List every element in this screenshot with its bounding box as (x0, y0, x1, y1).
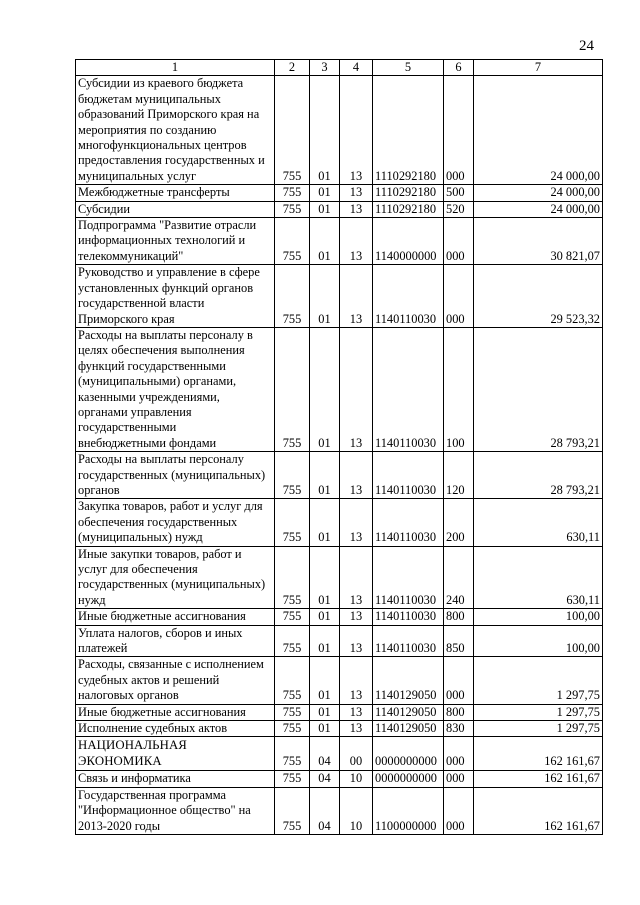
amount: 1 297,75 (474, 704, 603, 720)
target-article-code: 0000000000 (373, 737, 444, 771)
target-article-code: 1110292180 (373, 201, 444, 217)
expense-type-code: 100 (444, 327, 474, 451)
subsection-code: 13 (340, 499, 373, 546)
expense-type-code: 800 (444, 704, 474, 720)
section-code: 01 (310, 185, 340, 201)
row-description (76, 771, 275, 787)
subsection-code: 13 (340, 625, 373, 657)
subsection-code: 10 (340, 787, 373, 834)
header-col-3: 3 (310, 60, 340, 76)
row-description (76, 609, 275, 625)
row-description (76, 218, 275, 265)
description-line: Уплата налогов, сборов и иных (78, 625, 243, 640)
amount: 162 161,67 (474, 737, 603, 771)
ministry-code: 755 (275, 452, 310, 499)
description-line: казенными учреждениями, (78, 389, 220, 404)
table-header-row (76, 60, 603, 76)
subsection-code: 13 (340, 201, 373, 217)
description-line: Связь и информатика (78, 771, 191, 786)
header-col-2: 2 (275, 60, 310, 76)
description-line: Исполнение судебных актов (78, 721, 228, 736)
description-line: Расходы на выплаты персоналу (78, 452, 244, 467)
section-code: 01 (310, 546, 340, 609)
subsection-code: 13 (340, 218, 373, 265)
ministry-code: 755 (275, 609, 310, 625)
row-description (76, 721, 275, 737)
target-article-code: 1110292180 (373, 185, 444, 201)
amount: 1 297,75 (474, 721, 603, 737)
target-article-code: 1140110030 (373, 546, 444, 609)
table-row (76, 218, 603, 265)
description-line: Руководство и управление в сфере (78, 265, 260, 280)
table-row (76, 721, 603, 737)
description-line: Иные бюджетные ассигнования (78, 609, 246, 624)
expense-type-code: 000 (444, 218, 474, 265)
amount: 630,11 (474, 546, 603, 609)
page-number: 24 (579, 38, 594, 54)
subsection-code: 10 (340, 771, 373, 787)
description-line: Иные закупки товаров, работ и (78, 546, 242, 561)
section-code: 01 (310, 657, 340, 704)
description-line: функций государственными (78, 358, 226, 373)
description-line: органами управления (78, 404, 192, 419)
ministry-code: 755 (275, 771, 310, 787)
description-line: "Информационное общество" на (78, 803, 251, 818)
row-description (76, 327, 275, 451)
subsection-code: 13 (340, 327, 373, 451)
header-col-4: 4 (340, 60, 373, 76)
expense-type-code: 500 (444, 185, 474, 201)
description-line: государственных (муниципальных) (78, 577, 266, 592)
row-description (76, 452, 275, 499)
description-line: муниципальных услуг (78, 168, 197, 183)
expense-type-code: 000 (444, 771, 474, 787)
description-line: Государственная программа (78, 787, 226, 802)
amount: 24 000,00 (474, 201, 603, 217)
description-line: целях обеспечения выполнения (78, 343, 245, 358)
table-row (76, 609, 603, 625)
description-line: государственными (78, 420, 177, 435)
target-article-code: 1110292180 (373, 76, 444, 185)
table-row (76, 657, 603, 704)
description-line: налоговых органов (78, 688, 179, 703)
target-article-code: 1140110030 (373, 452, 444, 499)
subsection-code: 13 (340, 185, 373, 201)
ministry-code: 755 (275, 499, 310, 546)
subsection-code: 13 (340, 609, 373, 625)
expense-type-code: 000 (444, 737, 474, 771)
amount: 29 523,32 (474, 265, 603, 328)
row-description (76, 546, 275, 609)
expense-type-code: 240 (444, 546, 474, 609)
expense-type-code: 000 (444, 265, 474, 328)
description-line: Приморского края (78, 311, 175, 326)
ministry-code: 755 (275, 327, 310, 451)
description-line: Субсидии (78, 201, 130, 216)
description-line: НАЦИОНАЛЬНАЯ ЭКОНОМИКА (78, 738, 187, 768)
table-row (76, 265, 603, 328)
ministry-code: 755 (275, 201, 310, 217)
row-description (76, 704, 275, 720)
subsection-code: 13 (340, 452, 373, 499)
expense-type-code: 800 (444, 609, 474, 625)
row-description (76, 657, 275, 704)
ministry-code: 755 (275, 185, 310, 201)
subsection-code: 00 (340, 737, 373, 771)
amount: 162 161,67 (474, 771, 603, 787)
description-line: обеспечения государственных (78, 514, 238, 529)
subsection-code: 13 (340, 265, 373, 328)
row-description (76, 499, 275, 546)
subsection-code: 13 (340, 546, 373, 609)
section-code: 04 (310, 771, 340, 787)
description-line: услуг для обеспечения (78, 562, 198, 576)
ministry-code: 755 (275, 787, 310, 834)
section-code: 01 (310, 327, 340, 451)
table-row (76, 771, 603, 787)
ministry-code: 755 (275, 737, 310, 771)
header-col-7: 7 (474, 60, 603, 76)
row-description (76, 265, 275, 328)
budget-table (75, 59, 603, 835)
header-col-1: 1 (76, 60, 275, 76)
amount: 28 793,21 (474, 452, 603, 499)
target-article-code: 1140129050 (373, 704, 444, 720)
amount: 162 161,67 (474, 787, 603, 834)
description-line: государственных (муниципальных) (78, 467, 266, 482)
target-article-code: 1140110030 (373, 327, 444, 451)
ministry-code: 755 (275, 704, 310, 720)
description-line: Межбюджетные трансферты (78, 185, 230, 200)
expense-type-code: 830 (444, 721, 474, 737)
table-row (76, 185, 603, 201)
expense-type-code: 850 (444, 625, 474, 657)
description-line: государственной власти (78, 296, 205, 311)
subsection-code: 13 (340, 704, 373, 720)
section-code: 01 (310, 625, 340, 657)
description-line: Иные бюджетные ассигнования (78, 704, 246, 719)
section-code: 01 (310, 218, 340, 265)
header-col-6: 6 (444, 60, 474, 76)
row-description (76, 76, 275, 185)
section-code: 01 (310, 452, 340, 499)
target-article-code: 0000000000 (373, 771, 444, 787)
expense-type-code: 520 (444, 201, 474, 217)
section-code: 01 (310, 499, 340, 546)
description-line: мероприятия по созданию (78, 122, 217, 137)
section-code: 01 (310, 201, 340, 217)
description-line: (муниципальных) нужд (78, 530, 203, 545)
description-line: многофункциональных центров (78, 138, 247, 153)
description-line: предоставления государственных и (78, 153, 265, 168)
table-row (76, 452, 603, 499)
target-article-code: 1140110030 (373, 625, 444, 657)
section-code: 01 (310, 721, 340, 737)
description-line: органов (78, 482, 120, 497)
subsection-code: 13 (340, 657, 373, 704)
description-line: внебюджетными фондами (78, 435, 217, 450)
subsection-code: 13 (340, 76, 373, 185)
expense-type-code: 120 (444, 452, 474, 499)
ministry-code: 755 (275, 721, 310, 737)
target-article-code: 1140129050 (373, 657, 444, 704)
amount: 1 297,75 (474, 657, 603, 704)
amount: 30 821,07 (474, 218, 603, 265)
ministry-code: 755 (275, 657, 310, 704)
description-line: установленных функций органов (78, 280, 254, 295)
table-row (76, 546, 603, 609)
section-code: 01 (310, 76, 340, 185)
ministry-code: 755 (275, 546, 310, 609)
expense-type-code: 000 (444, 76, 474, 185)
description-line: нужд (78, 592, 106, 607)
table-row (76, 787, 603, 834)
section-code: 04 (310, 737, 340, 771)
row-description (76, 625, 275, 657)
table-row (76, 704, 603, 720)
description-line: телекоммуникаций" (78, 248, 184, 263)
section-code: 01 (310, 704, 340, 720)
row-description (76, 787, 275, 834)
target-article-code: 1140000000 (373, 218, 444, 265)
amount: 24 000,00 (474, 185, 603, 201)
amount: 100,00 (474, 609, 603, 625)
ministry-code: 755 (275, 218, 310, 265)
description-line: Субсидии из краевого бюджета (78, 76, 244, 91)
row-description (76, 185, 275, 201)
amount: 24 000,00 (474, 76, 603, 185)
description-line: Закупка товаров, работ и услуг для (78, 499, 263, 514)
expense-type-code: 200 (444, 499, 474, 546)
description-line: судебных актов и решений (78, 672, 220, 687)
table-row (76, 737, 603, 771)
row-description (76, 201, 275, 217)
target-article-code: 1140110030 (373, 499, 444, 546)
description-line: бюджетам муниципальных (78, 91, 221, 106)
ministry-code: 755 (275, 265, 310, 328)
row-description (76, 737, 275, 771)
table-row (76, 625, 603, 657)
target-article-code: 1100000000 (373, 787, 444, 834)
description-line: платежей (78, 641, 128, 656)
description-line: Расходы на выплаты персоналу в (78, 327, 253, 342)
section-code: 04 (310, 787, 340, 834)
amount: 28 793,21 (474, 327, 603, 451)
header-col-5: 5 (373, 60, 444, 76)
table-row (76, 499, 603, 546)
amount: 630,11 (474, 499, 603, 546)
ministry-code: 755 (275, 76, 310, 185)
section-code: 01 (310, 609, 340, 625)
expense-type-code: 000 (444, 657, 474, 704)
expense-type-code: 000 (444, 787, 474, 834)
description-line: информационных технологий и (78, 233, 246, 248)
description-line: Расходы, связанные с исполнением (78, 657, 264, 672)
table-row (76, 201, 603, 217)
target-article-code: 1140110030 (373, 609, 444, 625)
target-article-code: 1140110030 (373, 265, 444, 328)
description-line: 2013-2020 годы (78, 818, 161, 833)
description-line: образований Приморского края на (78, 107, 260, 122)
ministry-code: 755 (275, 625, 310, 657)
table-row (76, 76, 603, 185)
table-row (76, 327, 603, 451)
subsection-code: 13 (340, 721, 373, 737)
target-article-code: 1140129050 (373, 721, 444, 737)
description-line: (муниципальными) органами, (78, 374, 237, 389)
description-line: Подпрограмма "Развитие отрасли (78, 218, 257, 233)
section-code: 01 (310, 265, 340, 328)
amount: 100,00 (474, 625, 603, 657)
